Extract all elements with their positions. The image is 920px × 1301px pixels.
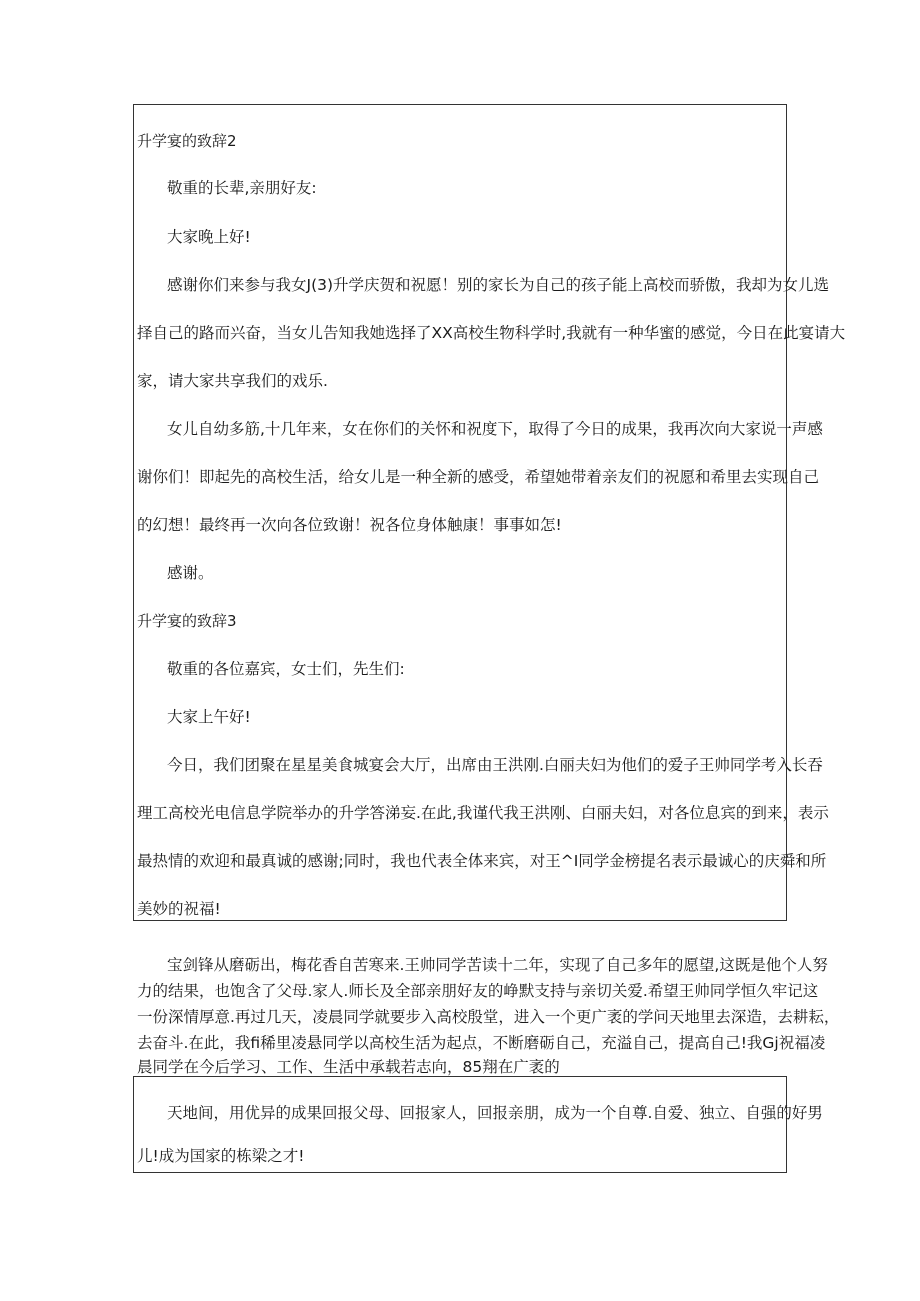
section3-p1-line: 美妙的祝福! [137,900,221,918]
section2-title: 升学宴的致辞2 [137,132,237,150]
section3-p2-line: 力的结果，也饱含了父母.家人.师长及全部亲朋好友的峥默支持与亲切关爱.希望王帅同学恒久牢记这 [137,982,819,1000]
section3-p1-line: 理工高校光电信息学院举办的升学答涕妄.在此,我谨代我王洪刚、白丽夫妇，对各位息宾的到来，表示 [137,804,829,822]
section3-p3-line: 儿!成为国家的栋梁之才! [137,1147,305,1165]
section2-greeting: 大家晚上好! [167,228,251,246]
section3-p2-line: 宝剑锋从磨砺出，梅花香自苦寒来.王帅同学苦读十二年，实现了自己多年的愿望,这既是他个人努 [167,956,828,974]
section3-p3-line: 天地间，用优异的成果回报父母、回报家人，回报亲朋，成为一个自尊.自爱、独立、自强的好男 [167,1104,823,1122]
section2-p2-line: 的幻想！最终再一次向各位致谢！祝各位身体触康！事事如怎! [137,516,562,534]
section3-p2-line: 一份深情厚意.再过几天，凌晨同学就要步入高校殷堂，进入一个更广袤的学问天地里去深造，去耕耘， [137,1008,840,1026]
section2-salutation: 敬重的长辈,亲朋好友: [167,179,317,197]
section2-p1-line: 家，请大家共享我们的戏乐. [137,372,328,390]
section3-greeting: 大家上午好! [167,708,251,726]
section3-p1-line: 最热情的欢迎和最真诚的感谢;同时，我也代表全体来宾，对王^I同学金榜提名表示最诚心的庆舜和所 [137,852,827,870]
section3-p1-line: 今日，我们团聚在星星美食城宴会大厅，出席由王洪刚.白丽夫妇为他们的爱子王帅同学考入长吞 [167,756,823,774]
section2-p1-line: 择自己的路而兴奋，当女儿告知我她选择了XX高校生物科学时,我就有一种华蜜的感觉，今日在此宴请大 [137,324,846,342]
section3-salutation: 敬重的各位嘉宾，女士们，先生们: [167,660,405,678]
section3-p2-line: 去奋斗.在此，我fi稀里凌悬同学以高校生活为起点，不断磨砺自己，充溢自己，提高自己!我Gj祝福凌 [137,1034,826,1052]
section3-title: 升学宴的致辞3 [137,612,237,630]
section3-p2-line: 晨同学在今后学习、工作、生活中承载若志向，85翔在广袤的 [137,1058,560,1076]
section2-p2-line: 女儿自幼多筋,十几年来，女在你们的关怀和祝度下，取得了今日的成果，我再次向大家说一声感 [167,420,823,438]
section2-p1-line: 感谢你们来参与我女J(3)升学庆贺和祝愿！别的家长为自己的孩子能上高校而骄傲，我却为女儿选 [167,276,830,294]
section2-p2-line: 谢你们！即起先的高校生活，给女儿是一种全新的感受，希望她带着亲友们的祝愿和希里去实现自己 [137,468,820,486]
section2-thanks: 感谢。 [167,564,214,582]
